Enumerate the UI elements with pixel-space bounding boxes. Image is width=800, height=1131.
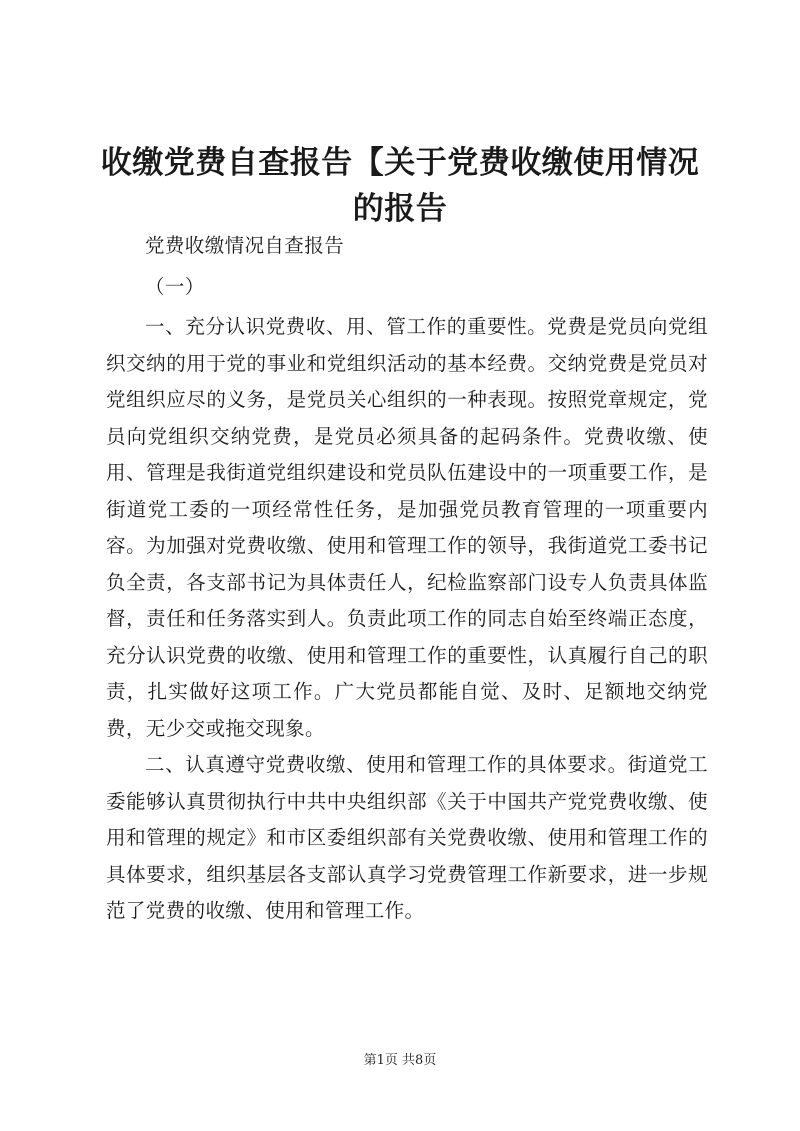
body-paragraph-1: 一、充分认识党费收、用、管工作的重要性。党费是党员向党组织交纳的用于党的事业和党组织活动的基本经费。交纳党费是党员对党组织应尽的义务，是党员关心组织的一种表现。按照党章规定，党员向党组织交纳党费，是党员必须具备的起码条件。党费收缴、使用、管理是我街道党组织建设和党员队伍建设中的一项重要工作，是街道党工委的一项经常性任务，是加强党员教育管理的一项重要内容。为加强对党费收缴、使用和管理工作的领导，我街道党工委书记负全责，各支部书记为具体责任人，纪检监察部门设专人负责具体监督，责任和任务落实到人。负责此项工作的同志自始至终端正态度，充分认识党费的收缴、使用和管理工作的重要性，认真履行自己的职责，扎实做好这项工作。广大党员都能自觉、及时、足额地交纳党费，无少交或拖交现象。 (106, 315, 708, 740)
section-marker: （一） (145, 274, 205, 298)
body-paragraph-2: 二、认真遵守党费收缴、使用和管理工作的具体要求。街道党工委能够认真贯彻执行中共中央组织部《关于中国共产党党费收缴、使用和管理的规定》和市区委组织部有关党费收缴、使用和管理工作的具体要求，组织基层各支部认真学习党费管理工作新要求，进一步规范了党费的收缴、使用和管理工作。 (106, 753, 708, 922)
document-title: 收缴党费自查报告【关于党费收缴使用情况的报告 (100, 145, 700, 227)
page-number-footer: 第1页 共8页 (363, 1053, 437, 1068)
document-body (106, 228, 708, 930)
document-subtitle: 党费收缴情况自查报告 (145, 234, 345, 257)
